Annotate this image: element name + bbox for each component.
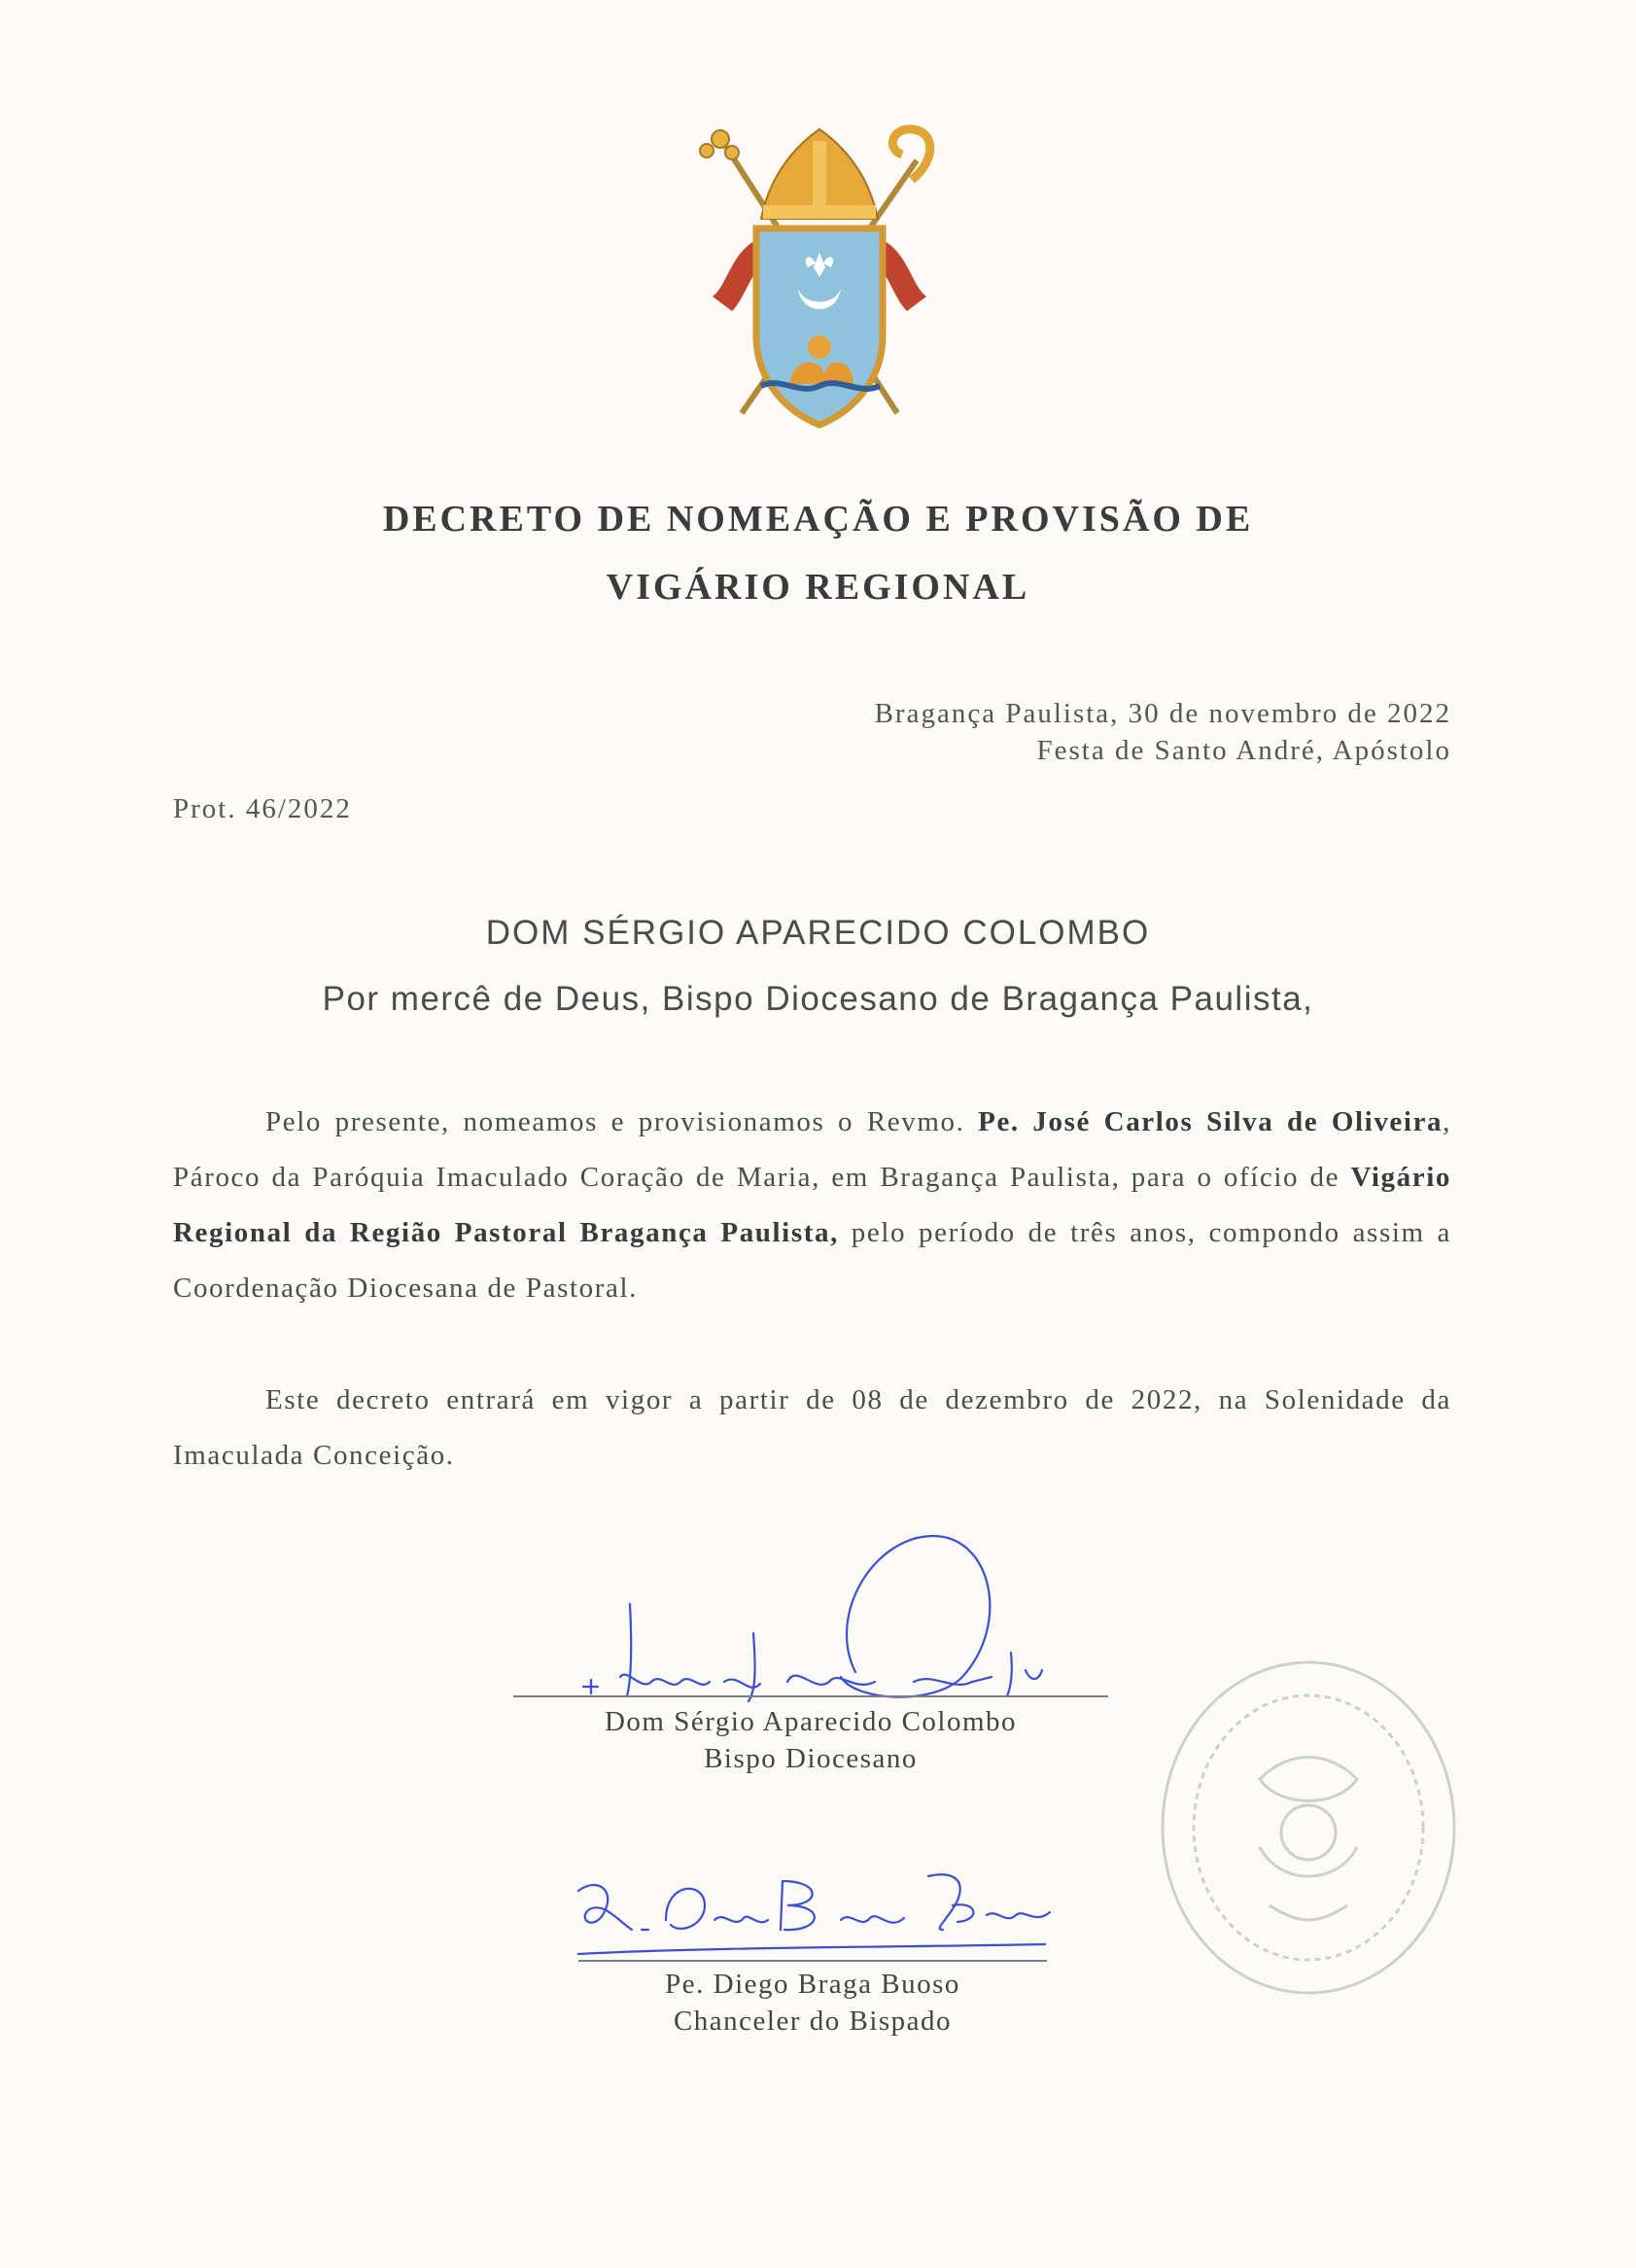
decree-paragraph-1	[173, 1095, 1451, 1316]
p1-text-a: Pelo presente, nomeamos e provisionamos o Revmo.	[265, 1106, 979, 1137]
coat-of-arms-icon	[693, 122, 946, 442]
office-name: Vigário Regional da Região Pastoral Bragança Paulista,	[173, 1162, 1451, 1248]
decree-title-line-1: DECRETO DE NOMEAÇÃO E PROVISÃO DE	[382, 499, 1254, 540]
issuer-name: DOM SÉRGIO APARECIDO COLOMBO	[485, 914, 1151, 952]
decree-title-line-2: VIGÁRIO REGIONAL	[606, 567, 1030, 608]
feast-day: Festa de Santo André, Apóstolo	[1036, 735, 1451, 766]
decree-paragraph-2: Este decreto entrará em vigor a partir de 08 de dezembro de 2022, na Solenidade da Imaculada Conceição.	[173, 1384, 1451, 1471]
appointee-name: Pe. José Carlos Silva de Oliveira	[978, 1106, 1444, 1137]
signer-name-chancellor: Pe. Diego Braga Buoso	[665, 1969, 960, 2000]
p1-text-b: , Pároco da Paróquia Imaculado Coração de Maria, em Bragança Paulista, para o ofício de	[173, 1106, 1451, 1193]
signer-role-bishop: Bispo Diocesano	[704, 1743, 918, 1774]
issuer-title: Por mercê de Deus, Bispo Diocesano de Bragança Paulista,	[322, 980, 1314, 1018]
signer-name-bishop: Dom Sérgio Aparecido Colombo	[604, 1706, 1018, 1737]
place-date: Bragança Paulista, 30 de novembro de 2022	[874, 698, 1451, 729]
p1-text-c: pelo período de três anos, compondo assim a Coordenação Diocesana de Pastoral.	[173, 1217, 1451, 1304]
bishop-signature-icon	[505, 1497, 1128, 1721]
signature-line-chancellor	[578, 1960, 1047, 1962]
protocol-number: Prot. 46/2022	[173, 793, 352, 824]
signature-line-bishop	[513, 1695, 1108, 1697]
embossed-seal-icon	[1153, 1653, 1464, 2003]
signer-role-chancellor: Chanceler do Bispado	[673, 2006, 953, 2037]
chancellor-signature-icon	[559, 1862, 1064, 1969]
